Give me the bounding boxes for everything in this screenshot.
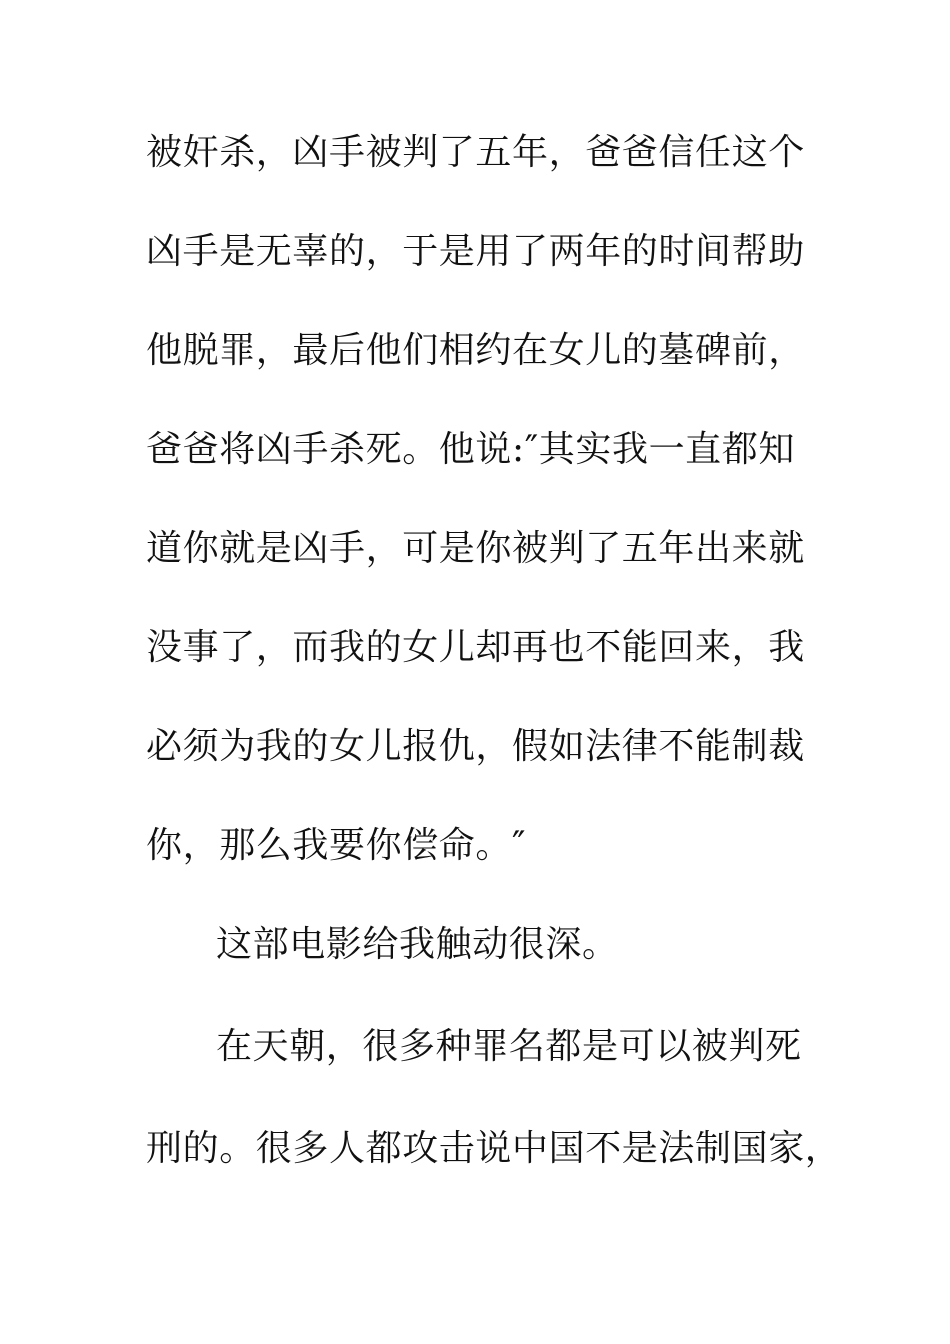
- text-line: 爸爸将凶手杀死。他说:″其实我一直都知: [146, 429, 795, 470]
- paragraph-start-line: 在天朝，很多种罪名都是可以被判死: [216, 1026, 802, 1067]
- text-line: 必须为我的女儿报仇，假如法律不能制裁: [146, 726, 805, 767]
- text-line: 被奸杀，凶手被判了五年，爸爸信任这个: [146, 132, 805, 173]
- text-line: 凶手是无辜的，于是用了两年的时间帮助: [146, 231, 805, 272]
- text-line: 你，那么我要你偿命。″: [146, 825, 527, 866]
- text-line: 没事了，而我的女儿却再也不能回来，我: [146, 627, 805, 668]
- text-line: 他脱罪，最后他们相约在女儿的墓碑前，: [146, 330, 805, 371]
- text-line: 刑的。很多人都攻击说中国不是法制国家，: [146, 1128, 842, 1169]
- paragraph-start-line: 这部电影给我触动很深。: [216, 924, 619, 965]
- text-line: 道你就是凶手，可是你被判了五年出来就: [146, 528, 805, 569]
